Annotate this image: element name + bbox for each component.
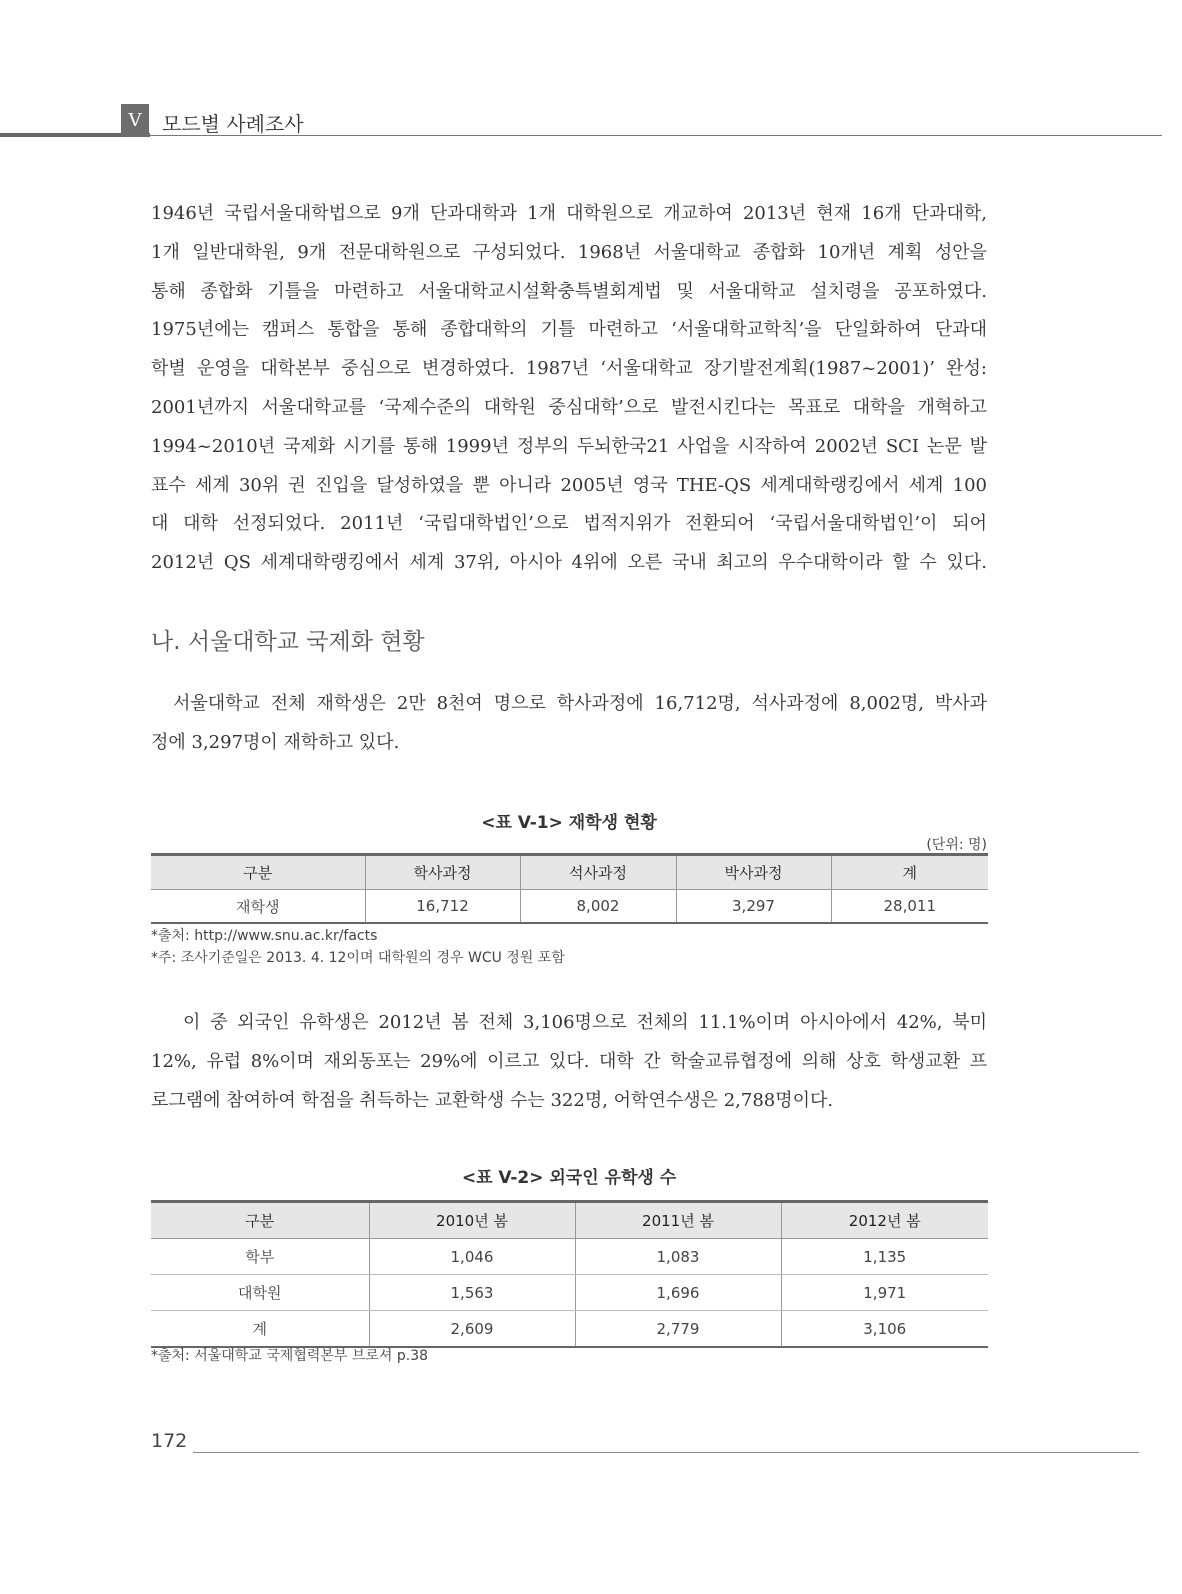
text-line: 1개 일반대학원, 9개 전문대학원으로 구성되었다. 1968년 서울대학교 종합화 10개년 계획 성안을 [151,241,987,263]
table-cell: 계 [151,1311,369,1348]
table-cell: 1,563 [369,1275,575,1311]
table-row [151,1275,988,1311]
intro-paragraph [151,195,987,583]
page-number: 172 [151,1430,188,1452]
foreign-students-paragraph [151,1004,987,1120]
text-line: 12%, 유럽 8%이며 재외동포는 29%에 이르고 있다. 대학 간 학술교류협정에 의해 상호 학생교환 프 [151,1050,987,1072]
table-cell: 3,106 [781,1311,988,1348]
table-cell: 1,135 [781,1239,988,1275]
table-row [151,1239,988,1275]
table2-caption: <표 V-2> 외국인 유학생 수 [461,1168,677,1188]
column-header: 석사과정 [520,855,676,890]
table1-caption: <표 V-1> 재학생 현황 [481,813,657,833]
column-header: 계 [831,855,988,890]
table-cell: 1,046 [369,1239,575,1275]
text-line: 통해 종합화 기틀을 마련하고 서울대학교시설확충특별회계법 및 서울대학교 설치령을 공포하였다. [151,280,987,302]
text-line: 이 중 외국인 유학생은 2012년 봄 전체 3,106명으로 전체의 11.1%이며 아시아에서 42%, 북미 [183,1012,987,1033]
enrollment-table [151,853,988,924]
table-row [151,890,988,924]
chapter-title: 모드별 사례조사 [162,112,304,136]
table-cell: 8,002 [520,890,676,924]
table2-source-note: *출처: 서울대학교 국제협력본부 브로셔 p.38 [151,1348,429,1364]
text-line: 정에 3,297명이 재학하고 있다. [151,731,400,753]
table-cell: 대학원 [151,1275,369,1311]
table1-source-note: *출처: http://www.snu.ac.kr/facts [151,928,378,944]
table-row [151,1311,988,1348]
text-line: 1946년 국립서울대학법으로 9개 단과대학과 1개 대학원으로 개교하여 2013년 현재 16개 단과대학, [151,203,987,224]
table-cell: 1,083 [575,1239,781,1275]
text-line: 2012년 QS 세계대학랭킹에서 세계 37위, 아시아 4위에 오른 국내 최고의 우수대학이라 할 수 있다. [151,552,987,574]
table-cell: 3,297 [676,890,831,924]
column-header: 2012년 봄 [781,1202,988,1239]
column-header: 학사과정 [365,855,520,890]
table1-unit: (단위: 명) [926,837,987,853]
table-header-row [151,855,988,890]
footer-rule [193,1452,1139,1453]
column-header: 구분 [151,1202,369,1239]
column-header: 2010년 봄 [369,1202,575,1239]
table-cell: 1,696 [575,1275,781,1311]
enrollment-paragraph [151,685,987,763]
table-cell: 재학생 [151,890,365,924]
table-header-row [151,1202,988,1239]
section-heading: 나. 서울대학교 국제화 현황 [151,629,425,655]
table-cell: 2,609 [369,1311,575,1348]
table-cell: 16,712 [365,890,520,924]
table-cell: 1,971 [781,1275,988,1311]
column-header: 2011년 봄 [575,1202,781,1239]
chapter-number-badge: V [121,104,149,137]
text-line: 대 대학 선정되었다. 2011년 ‘국립대학법인’으로 법적지위가 전환되어 ‘국립서울대학법인’이 되어 [151,513,987,535]
column-header: 구분 [151,855,365,890]
text-line: 1994~2010년 국제화 시기를 통해 1999년 정부의 두뇌한국21 사업을 시작하여 2002년 SCI 논문 발 [151,435,987,457]
text-line: 표수 세계 30위 권 진입을 달성하였을 뿐 아니라 2005년 영국 THE-QS 세계대학랭킹에서 세계 100 [151,474,987,496]
text-line: 2001년까지 서울대학교를 ‘국제수준의 대학원 중심대학’으로 발전시킨다는 목표로 대학을 개혁하고 [151,396,987,418]
column-header: 박사과정 [676,855,831,890]
table-cell: 학부 [151,1239,369,1275]
table-cell: 28,011 [831,890,988,924]
text-line: 서울대학교 전체 재학생은 2만 8천여 명으로 학사과정에 16,712명, 석사과정에 8,002명, 박사과 [173,693,987,714]
foreign-students-table [151,1200,988,1348]
text-line: 1975년에는 캠퍼스 통합을 통해 종합대학의 기틀 마련하고 ‘서울대학교학칙’을 단일화하여 단과대 [151,319,987,341]
text-line: 로그램에 참여하여 학점을 취득하는 교환학생 수는 322명, 어학연수생은 2,788명이다. [151,1089,834,1111]
table1-footnote: *주: 조사기준일은 2013. 4. 12이며 대학원의 경우 WCU 정원 포함 [151,950,565,966]
table-cell: 2,779 [575,1311,781,1348]
text-line: 학별 운영을 대학본부 중심으로 변경하였다. 1987년 ‘서울대학교 장기발전계획(1987~2001)’ 완성: [151,358,987,380]
running-header [0,104,1162,136]
